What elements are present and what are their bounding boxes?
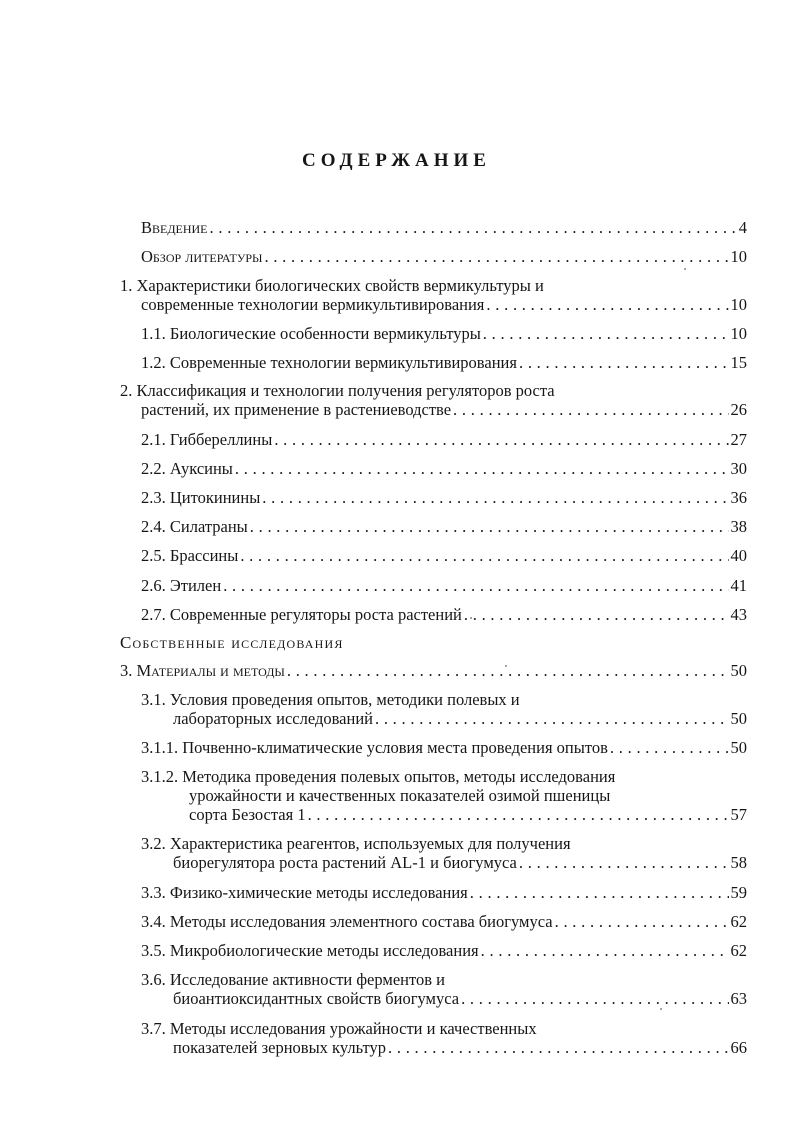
toc-leader: [240, 546, 728, 565]
toc-label: растений, их применение в растениеводстве: [141, 400, 452, 419]
toc-label: 1.2. Современные технологии вермикультивирования: [141, 353, 517, 372]
toc-label: показателей зерновых культур: [173, 1038, 386, 1057]
toc-entry-ch2-3: [141, 488, 747, 507]
toc-leader: [464, 605, 729, 624]
toc-entry-ch2-4: [141, 517, 747, 536]
toc-leader: [308, 805, 729, 824]
toc-entry-ch3-2-line1: 3.2. Характеристика реагентов, используемых для получения: [141, 834, 571, 853]
toc-entry-review: [141, 247, 747, 266]
toc-leader: [262, 488, 728, 507]
toc-leader: [375, 709, 729, 728]
toc-label: 2.7. Современные регуляторы роста растений: [141, 605, 462, 624]
toc-label: 3.5. Микробиологические методы исследования: [141, 941, 479, 960]
toc-leader: [519, 853, 729, 872]
page-title: СОДЕРЖАНИЕ: [302, 150, 491, 171]
toc-page-number: 50: [730, 738, 747, 757]
toc-label: лабораторных исследований: [173, 709, 373, 728]
toc-entry-ch2-line1: 2. Классификация и технологии получения регуляторов роста: [120, 381, 555, 400]
toc-page-number: 59: [730, 883, 747, 902]
toc-entry-ch3-1-line1: 3.1. Условия проведения опытов, методики полевых и: [141, 690, 520, 709]
toc-page-number: 62: [730, 941, 747, 960]
scan-speck: [505, 665, 507, 667]
toc-entry-ch2-1: [141, 430, 747, 449]
toc-entry-ch1-1: [141, 324, 747, 343]
toc-page-number: 10: [730, 295, 747, 314]
toc-label: 2.4. Силатраны: [141, 517, 248, 536]
toc-entry-ch1: [141, 295, 747, 314]
toc-page-number: 58: [730, 853, 747, 872]
toc-entry-ch3-1-1: [141, 738, 747, 757]
toc-label: сорта Безостая 1: [189, 805, 306, 824]
toc-page-number: 38: [730, 517, 747, 536]
toc-label: 1.1. Биологические особенности вермикультуры: [141, 324, 481, 343]
toc-page-number: 26: [730, 400, 747, 419]
toc-leader: [470, 883, 729, 902]
toc-entry-ch3-6-line1: 3.6. Исследование активности ферментов и: [141, 970, 445, 989]
toc-leader: [235, 459, 729, 478]
toc-page-number: 50: [730, 661, 747, 680]
toc-page-number: 27: [730, 430, 747, 449]
toc-entry-ch3-1-2-line2: урожайности и качественных показателей озимой пшеницы: [189, 786, 611, 805]
toc-entry-ch3-1-2: [189, 805, 747, 824]
toc-label: 3.4. Методы исследования элементного состава биогумуса: [141, 912, 553, 931]
toc-entry-ch3-4: [141, 912, 747, 931]
toc-entry-ch3-1: [173, 709, 747, 728]
toc-leader: [481, 941, 729, 960]
toc-entry-ch2-6: [141, 576, 747, 595]
toc-entry-ch1-line1: 1. Характеристики биологических свойств вермикультуры и: [120, 276, 544, 295]
toc-leader: [223, 576, 728, 595]
toc-label: 2.2. Ауксины: [141, 459, 233, 478]
toc-page-number: 15: [730, 353, 747, 372]
toc-entry-ch3-7-line1: 3.7. Методы исследования урожайности и качественных: [141, 1019, 537, 1038]
toc-page-number: 30: [730, 459, 747, 478]
toc-label: Обзор литературы: [141, 247, 263, 266]
toc-leader: [250, 517, 729, 536]
toc-page-number: 41: [730, 576, 747, 595]
toc-label: современные технологии вермикультивирования: [141, 295, 485, 314]
toc-page-number: 10: [730, 324, 747, 343]
toc-page-number: 43: [730, 605, 747, 624]
toc-page-number: 36: [730, 488, 747, 507]
toc-leader: [210, 218, 737, 237]
toc-page-number: 10: [730, 247, 747, 266]
toc-label: Введение: [141, 218, 208, 237]
toc-label: 2.5. Брассины: [141, 546, 239, 565]
toc-leader: [264, 247, 728, 266]
scan-speck: [684, 268, 686, 270]
toc-entry-intro: [141, 218, 747, 237]
toc-entry-ch3-3: [141, 883, 747, 902]
toc-label: 3. Материалы и методы: [120, 661, 285, 680]
toc-entry-ch2-5: [141, 546, 747, 565]
toc-entry-ch3-1-2-line1: 3.1.2. Методика проведения полевых опытов, методы исследования: [141, 767, 616, 786]
toc-entry-ch2: [141, 400, 747, 419]
toc-entry-ch3: [120, 661, 747, 680]
scan-speck: [660, 1008, 662, 1010]
toc-leader: [388, 1038, 729, 1057]
toc-entry-ch3-6: [173, 989, 747, 1008]
toc-leader: [519, 353, 729, 372]
toc-label: 3.1.1. Почвенно-климатические условия места проведения опытов: [141, 738, 608, 757]
toc-page-number: 50: [730, 709, 747, 728]
toc-page-number: 57: [730, 805, 747, 824]
toc-entry-ch3-2: [173, 853, 747, 872]
toc-label: биоантиоксидантных свойств биогумуса: [173, 989, 460, 1008]
section-heading-own-research: Собственные исследования: [120, 633, 344, 652]
toc-leader: [555, 912, 729, 931]
toc-leader: [453, 400, 728, 419]
toc-entry-ch3-7: [173, 1038, 747, 1057]
toc-label: 2.3. Цитокинины: [141, 488, 261, 507]
toc-leader: [287, 661, 729, 680]
toc-page-number: 66: [730, 1038, 747, 1057]
toc-page-number: 4: [738, 218, 747, 237]
toc-leader: [274, 430, 728, 449]
scan-speck: [470, 617, 472, 619]
toc-leader: [483, 324, 729, 343]
toc-label: 3.3. Физико-химические методы исследования: [141, 883, 468, 902]
toc-page-number: 63: [730, 989, 747, 1008]
toc-entry-ch2-2: [141, 459, 747, 478]
toc-label: 2.6. Этилен: [141, 576, 222, 595]
toc-label: 2.1. Гиббереллины: [141, 430, 273, 449]
toc-leader: [610, 738, 729, 757]
toc-leader: [461, 989, 728, 1008]
toc-page-number: 62: [730, 912, 747, 931]
toc-entry-ch3-5: [141, 941, 747, 960]
toc-label: биорегулятора роста растений AL-1 и биогумуса: [173, 853, 517, 872]
toc-page-number: 40: [730, 546, 747, 565]
toc-entry-ch1-2: [141, 353, 747, 372]
toc-leader: [486, 295, 728, 314]
toc-entry-ch2-7: [141, 605, 747, 624]
